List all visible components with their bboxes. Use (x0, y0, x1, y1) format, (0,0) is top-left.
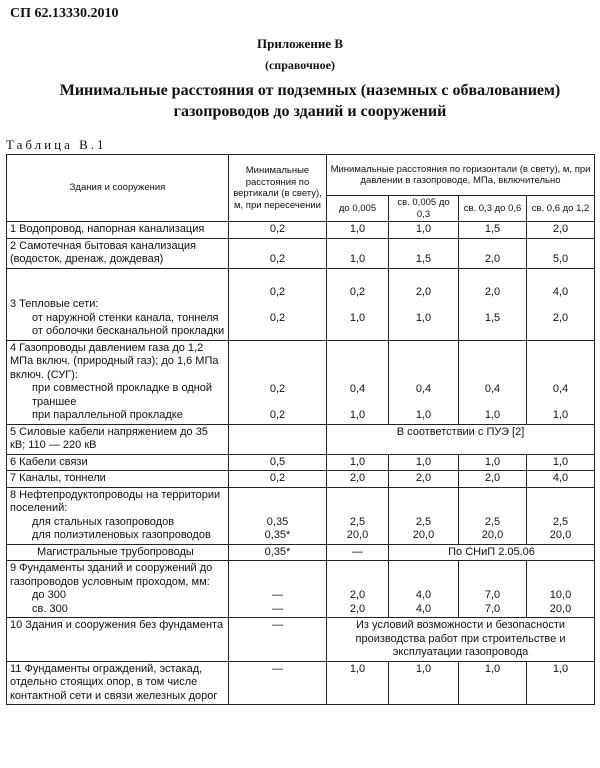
horizontal-value: 1,0 (389, 222, 459, 239)
vertical-value: — (229, 618, 327, 662)
value-line: 0,2 (269, 312, 286, 324)
row-name: 11 Фундаменты ограждений, эстакад, отдельно стоящих опор, в том числе контактной сети и связи железных дорог (7, 661, 229, 705)
value-line: 0,2 (269, 382, 286, 395)
value-line: 7,0 (484, 602, 501, 615)
value-line: 2,0 (552, 312, 569, 324)
column-header-vertical: Минимальные расстояния по вертикали (в свету), м, при пересечении (229, 155, 327, 222)
horizontal-value: 1,0 (459, 454, 527, 471)
value-line: 1,0 (484, 409, 501, 421)
horizontal-value: 1,0 (389, 454, 459, 471)
title-line-1: Минимальные расстояния от подземных (наземных с обвалованием) (59, 82, 561, 99)
horizontal-value: 2,0 (527, 222, 595, 239)
horizontal-value: 2,0 (389, 471, 459, 488)
horizontal-value (459, 340, 527, 424)
value-line: 2,5 (552, 515, 569, 528)
vertical-value: — (229, 661, 327, 705)
value-line: 0,2 (269, 409, 286, 421)
value-line: 0,2 (269, 285, 286, 298)
value-line: 0,35* (264, 529, 291, 541)
row-name (7, 268, 229, 340)
table-caption: Таблица В.1 (6, 137, 107, 152)
value-line: 2,0 (349, 589, 366, 601)
horizontal-span-value: Из условий возможности и безопасности производства работ при строительстве и эксплуатации газопровода (327, 618, 595, 662)
value-line: — (272, 602, 283, 615)
horizontal-value (527, 340, 595, 424)
vertical-value (229, 424, 327, 454)
horizontal-value: 1,0 (459, 661, 527, 705)
value-line: 0,35 (266, 515, 289, 528)
row-name (7, 561, 229, 618)
pressure-header: до 0,005 (327, 196, 389, 222)
row-subitem: от наружной стенки канала, тоннеля (32, 311, 219, 324)
horizontal-value (389, 487, 459, 544)
table-row (7, 471, 595, 488)
value-line: 0,4 (349, 382, 366, 395)
horizontal-value (527, 268, 595, 340)
horizontal-value (389, 268, 459, 340)
value-line: 2,5 (415, 515, 432, 528)
row-subitem: до 300 (32, 589, 66, 601)
row-name (7, 340, 229, 424)
horizontal-value: 4,0 (527, 471, 595, 488)
horizontal-value (389, 340, 459, 424)
vertical-value (229, 268, 327, 340)
horizontal-value: 2,0 (459, 238, 527, 268)
row-subitem: при параллельной прокладке (32, 409, 183, 421)
horizontal-value (327, 561, 389, 618)
appendix-label: Приложение В (257, 36, 343, 51)
row-name: 10 Здания и сооружения без фундамента (7, 618, 229, 662)
value-line: 20,0 (481, 529, 504, 541)
vertical-value: 0,35* (229, 544, 327, 561)
value-line: 1,0 (349, 312, 366, 324)
value-line: 1,0 (415, 409, 432, 421)
value-line: 1,0 (415, 312, 432, 324)
vertical-value: 0,5 (229, 454, 327, 471)
value-line: 4,0 (415, 602, 432, 615)
horizontal-value: 2,0 (459, 471, 527, 488)
value-line: 1,0 (552, 409, 569, 421)
document-code: СП 62.13330.2010 (10, 6, 119, 21)
value-line: 0,4 (415, 382, 432, 395)
vertical-value (229, 487, 327, 544)
table-row (7, 618, 595, 662)
vertical-value (229, 561, 327, 618)
value-line: 2,0 (415, 285, 432, 298)
pressure-header: св. 0,6 до 1,2 (527, 196, 595, 222)
value-line: 1,5 (484, 312, 501, 324)
horizontal-value (459, 561, 527, 618)
table-row (7, 544, 595, 561)
horizontal-value (327, 487, 389, 544)
row-subitem: для полиэтиленовых газопроводов (32, 529, 211, 541)
table-row (7, 487, 595, 544)
appendix-note: (справочное) (264, 58, 335, 72)
distances-table (6, 154, 595, 705)
column-header-horizontal: Минимальные расстояния по горизонтали (в свету), м, при давлении в газопроводе, МПа, включительно (327, 155, 595, 196)
row-name: 5 Силовые кабели напряжением до 35 кВ; 110 — 220 кВ (7, 424, 229, 454)
horizontal-value (527, 561, 595, 618)
table-row (7, 222, 595, 239)
horizontal-span-value: По СНиП 2.05.06 (389, 544, 595, 561)
horizontal-value: 1,0 (389, 661, 459, 705)
value-line: 20,0 (549, 602, 572, 615)
pressure-header: св. 0,3 до 0,6 (459, 196, 527, 222)
vertical-value: 0,2 (229, 238, 327, 268)
horizontal-value (459, 487, 527, 544)
horizontal-value (527, 487, 595, 544)
value-line: 2,0 (349, 602, 366, 615)
horizontal-value: 2,0 (327, 471, 389, 488)
row-name: 7 Каналы, тоннели (7, 471, 229, 488)
value-line: 20,0 (346, 529, 369, 541)
row-heading: 9 Фундаменты зданий и сооружений до газопроводов условным проходом, мм: (10, 562, 213, 588)
row-heading: 4 Газопроводы давлением газа до 1,2 МПа включ. (природный газ); до 1,6 МПа включ. (СУГ): (10, 341, 219, 381)
row-subitem: от оболочки бесканальной прокладки (32, 325, 225, 337)
page-title (40, 80, 580, 122)
value-line: 0,2 (349, 285, 366, 298)
table-header-row (7, 155, 595, 196)
table-row (7, 561, 595, 618)
vertical-value: 0,2 (229, 222, 327, 239)
value-line: 0,4 (552, 382, 569, 395)
row-name: 2 Самотечная бытовая канализация (водосток, дренаж, дождевая) (7, 238, 229, 268)
table-row (7, 454, 595, 471)
row-subitem: св. 300 (32, 602, 68, 615)
horizontal-value: 1,0 (327, 238, 389, 268)
row-name: Магистральные трубопроводы (7, 544, 229, 561)
value-line: 2,5 (349, 515, 366, 528)
value-line: 2,0 (484, 285, 501, 298)
row-name: 1 Водопровод, напорная канализация (7, 222, 229, 239)
vertical-value (229, 340, 327, 424)
row-heading: 8 Нефтепродуктопроводы на территории поселений: (10, 488, 221, 514)
row-name: 6 Кабели связи (7, 454, 229, 471)
value-line: — (272, 589, 283, 601)
horizontal-value: — (327, 544, 389, 561)
horizontal-value: 1,0 (527, 661, 595, 705)
horizontal-span-value: В соответствии с ПУЭ [2] (327, 424, 595, 454)
value-line: 4,0 (415, 589, 432, 601)
value-line: 20,0 (412, 529, 435, 541)
horizontal-value: 1,0 (327, 454, 389, 471)
value-line: 4,0 (552, 285, 569, 298)
pressure-header: св. 0,005 до 0,3 (389, 196, 459, 222)
row-subitem: при совместной прокладке в одной траншее (32, 382, 213, 408)
value-line: 2,5 (484, 515, 501, 528)
horizontal-value: 1,5 (389, 238, 459, 268)
value-line: 0,4 (484, 382, 501, 395)
horizontal-value (327, 268, 389, 340)
table-row (7, 661, 595, 705)
horizontal-value: 1,0 (327, 222, 389, 239)
horizontal-value: 5,0 (527, 238, 595, 268)
title-line-2: газопроводов до зданий и сооружений (173, 103, 447, 120)
horizontal-value: 1,5 (459, 222, 527, 239)
row-name (7, 487, 229, 544)
horizontal-value: 1,0 (527, 454, 595, 471)
value-line: 7,0 (484, 589, 501, 601)
value-line: 10,0 (549, 589, 572, 601)
table-row (7, 424, 595, 454)
horizontal-value: 1,0 (327, 661, 389, 705)
value-line: 20,0 (549, 529, 572, 541)
table-row (7, 340, 595, 424)
vertical-value: 0,2 (229, 471, 327, 488)
column-header-name: Здания и сооружения (7, 155, 229, 222)
row-subitem: для стальных газопроводов (32, 515, 175, 528)
horizontal-value (327, 340, 389, 424)
horizontal-value (459, 268, 527, 340)
table-row (7, 268, 595, 340)
table-row (7, 238, 595, 268)
horizontal-value (389, 561, 459, 618)
value-line: 1,0 (349, 409, 366, 421)
row-heading: 3 Тепловые сети: (10, 298, 99, 310)
